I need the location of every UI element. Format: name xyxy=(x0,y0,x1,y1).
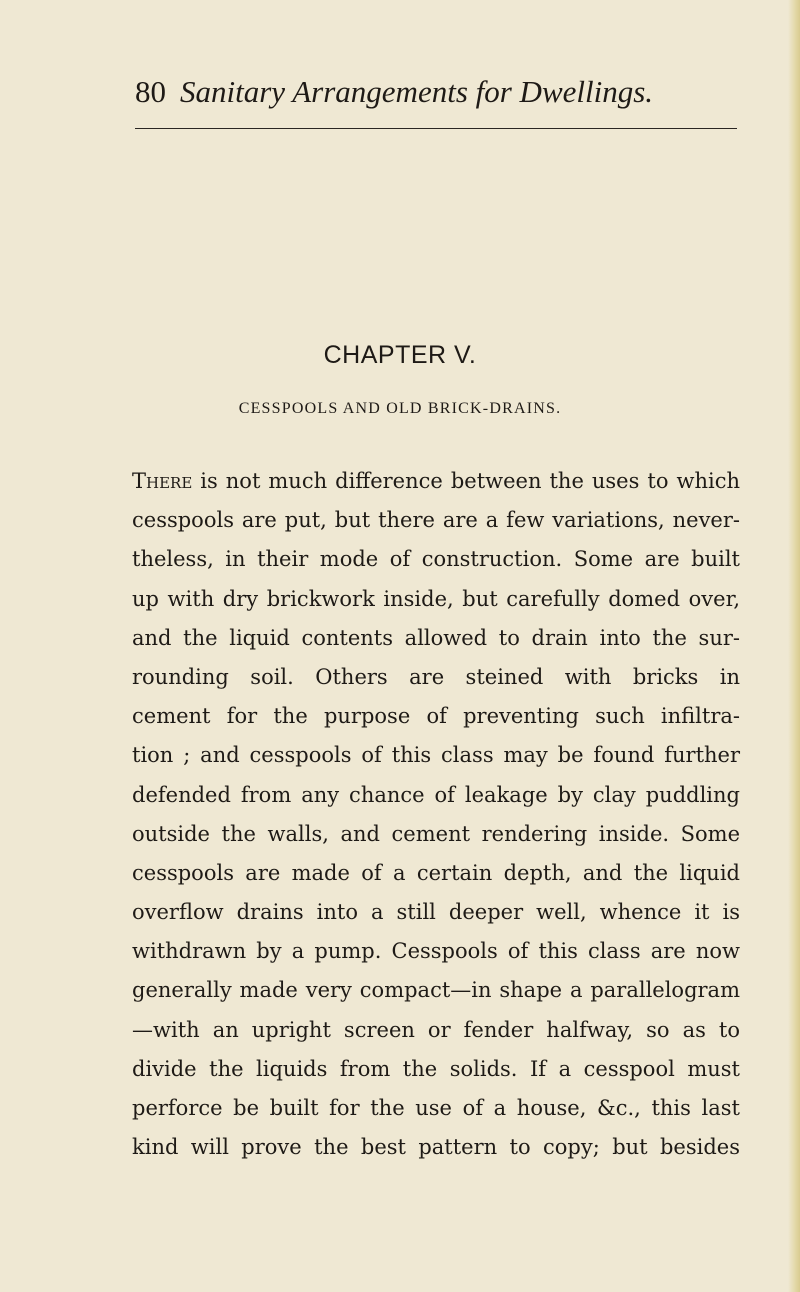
body-line: tion ; and cesspools of this class may be found further xyxy=(132,743,740,768)
body-line: theless, in their mode of construction. Some are built xyxy=(132,547,740,572)
chapter-subheading: CESSPOOLS AND OLD BRICK-DRAINS. xyxy=(238,400,562,417)
body-line: cesspools are made of a certain depth, and the liquid xyxy=(132,860,740,885)
body-line: and the liquid contents allowed to drain into the sur- xyxy=(132,625,740,650)
page-edge-shading xyxy=(788,0,800,1292)
running-head xyxy=(135,72,735,122)
page-number: 80 xyxy=(135,74,166,109)
body-line: —with an upright screen or fender halfway, so as to xyxy=(132,1017,740,1042)
body-line: perforce be built for the use of a house, &c., this last xyxy=(132,1096,740,1120)
header-rule xyxy=(135,128,737,129)
body-line: divide the liquids from the solids. If a cesspool must xyxy=(132,1056,740,1081)
running-title: Sanitary Arrangements for Dwellings. xyxy=(180,74,654,109)
body-text xyxy=(132,462,740,1167)
body-line: withdrawn by a pump. Cesspools of this class are now xyxy=(132,939,740,964)
body-line: outside the walls, and cement rendering inside. Some xyxy=(132,821,740,846)
chapter-heading: CHAPTER V. xyxy=(323,341,477,369)
body-line: kind will prove the best pattern to copy; but besides xyxy=(132,1135,740,1160)
body-line: cement for the purpose of preventing such infiltra- xyxy=(132,704,740,729)
body-line: rounding soil. Others are steined with bricks in xyxy=(132,664,740,689)
body-line: cesspools are put, but there are a few variations, never- xyxy=(132,508,740,533)
body-line: defended from any chance of leakage by clay puddling xyxy=(132,782,740,807)
body-line: generally made very compact—in shape a parallelogram xyxy=(132,978,740,1003)
first-word: There xyxy=(132,469,193,493)
body-line: up with dry brickwork inside, but carefully domed over, xyxy=(132,586,740,611)
body-line: overflow drains into a still deeper well, whence it is xyxy=(132,900,740,925)
body-line: There is not much difference between the uses to which xyxy=(132,469,740,493)
